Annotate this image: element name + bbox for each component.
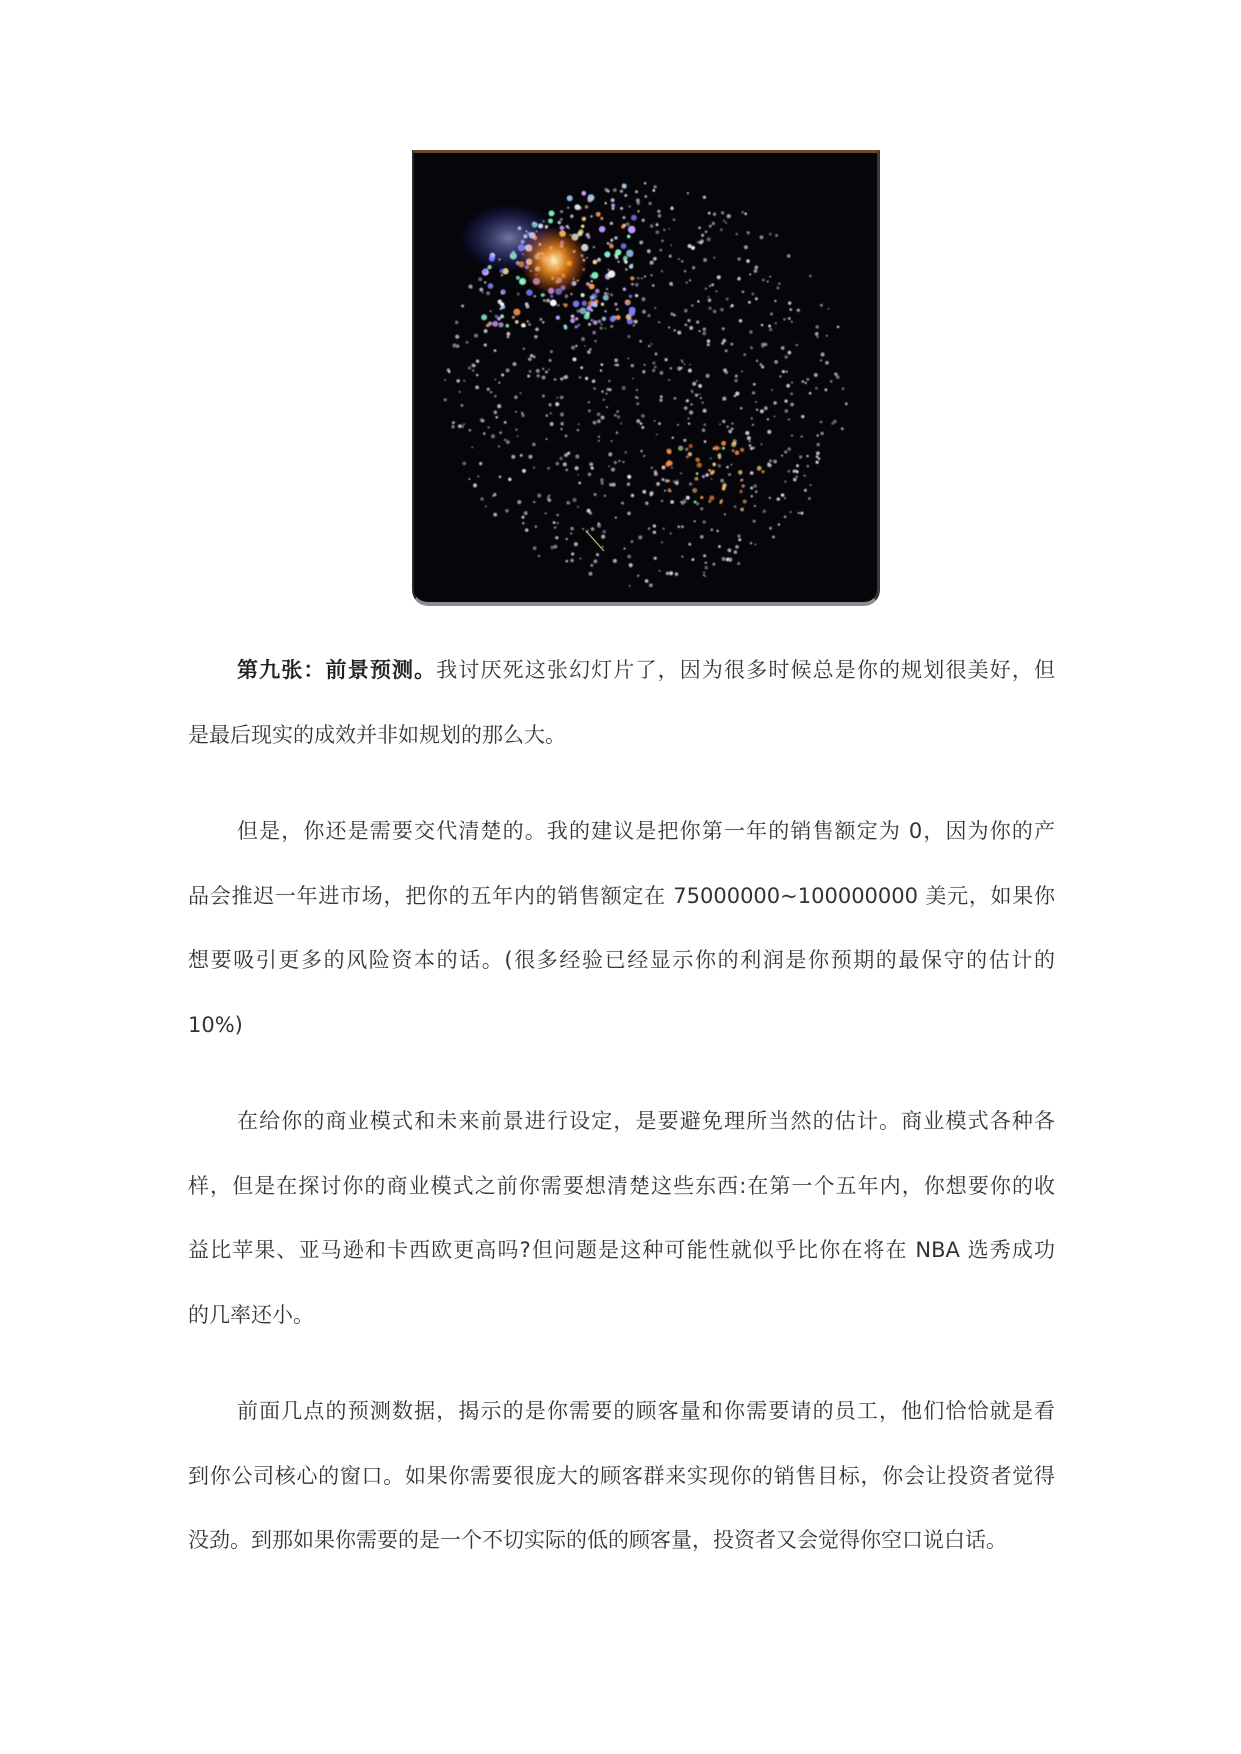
paragraph-line: 是最后现实的成效并非如规划的那么大。 <box>188 722 566 747</box>
paragraph-line: 的几率还小。 <box>188 1302 314 1327</box>
paragraph <box>188 1379 1055 1573</box>
paragraph-line: 益比苹果、亚马逊和卡西欧更高吗?但问题是这种可能性就似乎比你在将在 NBA 选秀成功 <box>188 1238 1055 1262</box>
section-heading: 第九张：前景预测。 <box>237 658 437 682</box>
light-sphere-image <box>414 153 877 602</box>
paragraph-line: 品会推迟一年进市场，把你的五年内的销售额定在 75000000~100000000 美元，如果你 <box>188 883 1055 908</box>
paragraph-line: 想要吸引更多的风险资本的话。(很多经验已经显示你的利润是你预期的最保守的估计的 <box>188 948 1055 972</box>
paragraph-line: 没劲。到那如果你需要的是一个不切实际的低的顾客量，投资者又会觉得你空口说白话。 <box>188 1528 1007 1552</box>
paragraph-line: 前面几点的预测数据，揭示的是你需要的顾客量和你需要请的员工，他们恰恰就是看 <box>237 1399 1055 1423</box>
orange-glow <box>520 227 588 295</box>
article-body <box>188 638 1055 1605</box>
stand-wire <box>586 531 604 551</box>
paragraph <box>188 799 1055 1057</box>
paragraph <box>188 1089 1055 1347</box>
paragraph-line: 10%) <box>188 1012 243 1037</box>
paragraph-line: 但是，你还是需要交代清楚的。我的建议是把你第一年的销售额定为 0，因为你的产 <box>237 819 1055 843</box>
paragraph-line <box>188 638 1055 703</box>
line-text: 我讨厌死这张幻灯片了，因为很多时候总是你的规划很美好，但 <box>436 658 1055 682</box>
paragraph <box>188 638 1055 767</box>
slide-photo <box>412 150 880 606</box>
paragraph-line: 在给你的商业模式和未来前景进行设定，是要避免理所当然的估计。商业模式各种各 <box>237 1109 1055 1133</box>
paragraph-line: 样，但是在探讨你的商业模式之前你需要想清楚这些东西:在第一个五年内，你想要你的收 <box>188 1173 1055 1198</box>
paragraph-line: 到你公司核心的窗口。如果你需要很庞大的顾客群来实现你的销售目标，你会让投资者觉得 <box>188 1463 1055 1488</box>
